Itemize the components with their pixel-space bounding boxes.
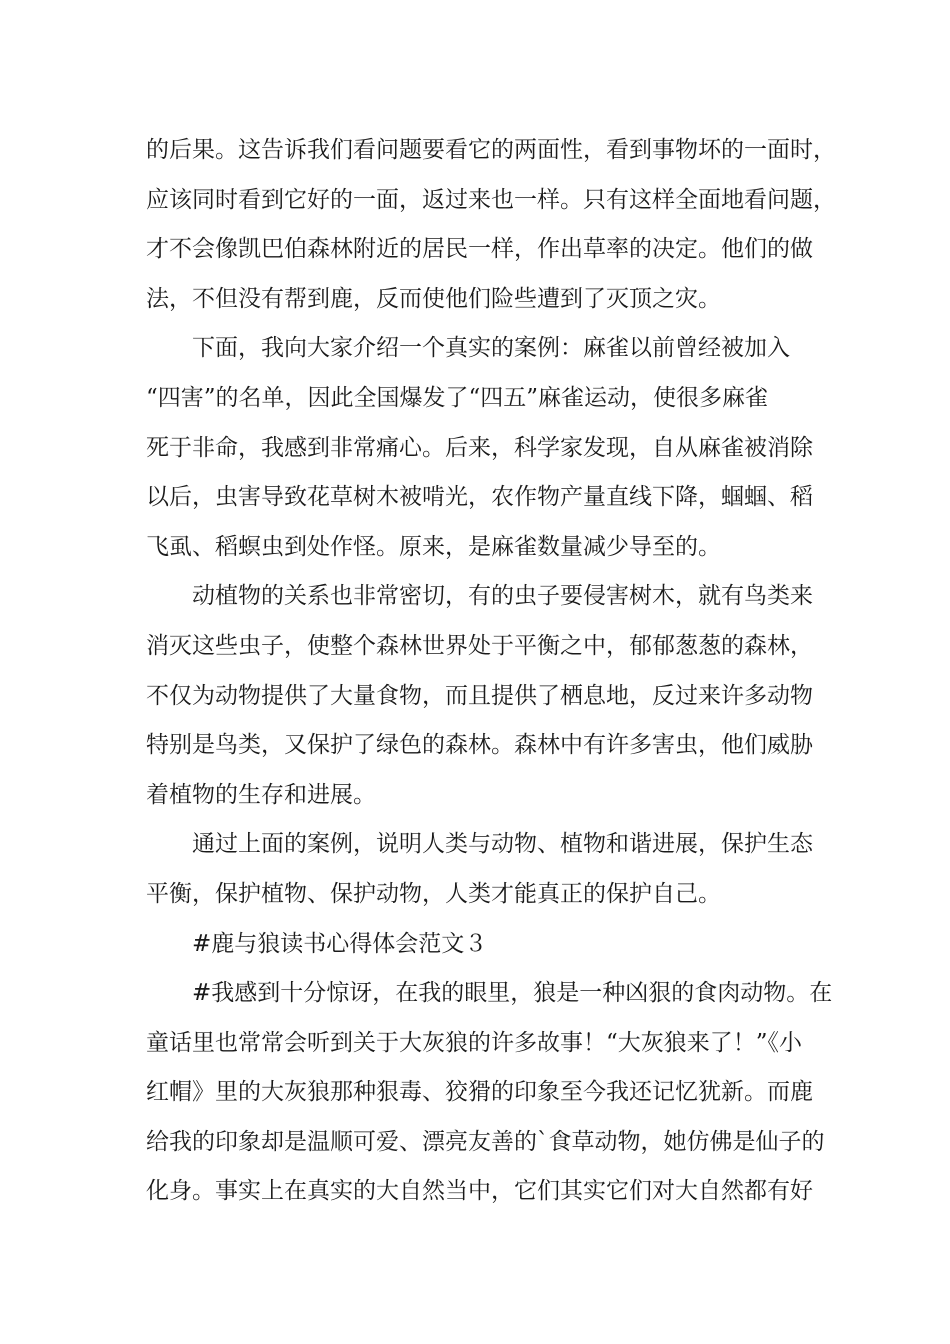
text-line: 着植物的生存和进展。: [146, 781, 376, 808]
document-body: [146, 126, 836, 1217]
text-line: “四害”的名单，因此全国爆发了“四五”麻雀运动，使很多麻雀: [146, 384, 769, 411]
paragraph-consequence: [146, 126, 836, 324]
text-line: 给我的印象却是温顺可爱、漂亮友善的`食草动物，她仿佛是仙子的: [146, 1128, 825, 1155]
text-line: 童话里也常常会听到关于大灰狼的许多故事！“大灰狼来了！”《小: [146, 1029, 803, 1056]
text-line: 以后，虫害导致花草树木被啃光，农作物产量直线下降，蝈蝈、稻: [146, 484, 813, 511]
text-line: 动植物的关系也非常密切，有的虫子要侵害树木，就有鸟类来: [192, 583, 813, 610]
text-line: 应该同时看到它好的一面，返过来也一样。只有这样全面地看问题，: [146, 186, 836, 213]
text-line: 化身。事实上在真实的大自然当中，它们其实它们对大自然都有好: [146, 1178, 813, 1205]
text-line: #我感到十分惊讶，在我的眼里，狼是一种凶狠的食肉动物。在: [192, 980, 833, 1007]
text-line: 不仅为动物提供了大量食物，而且提供了栖息地，反过来许多动物: [146, 682, 813, 709]
heading-line: #鹿与狼读书心得体会范文３: [192, 930, 488, 957]
text-line: 通过上面的案例，说明人类与动物、植物和谐进展，保护生态: [192, 831, 813, 858]
section-heading: [146, 920, 816, 970]
text-line: 飞虱、稻螟虫到处作怪。原来，是麻雀数量减少导至的。: [146, 533, 721, 560]
text-line: 死于非命，我感到非常痛心。后来，科学家发现，自从麻雀被消除: [146, 434, 813, 461]
text-line: 下面，我向大家介绍一个真实的案例：麻雀以前曾经被加入: [192, 335, 790, 362]
paragraph-plants-animals: [146, 572, 816, 820]
text-line: 才不会像凯巴伯森林附近的居民一样，作出草率的决定。他们的做: [146, 236, 813, 263]
paragraph-conclusion: [146, 820, 816, 919]
text-line: 的后果。这告诉我们看问题要看它的两面性，看到事物坏的一面时，: [146, 137, 836, 163]
text-line: 消灭这些虫子，使整个森林世界处于平衡之中，郁郁葱葱的森林，: [146, 632, 813, 659]
text-line: 红帽》里的大灰狼那种狠毒、狡猾的印象至今我还记忆犹新。而鹿: [146, 1079, 813, 1106]
paragraph-wolf-deer: [146, 969, 833, 1217]
paragraph-sparrow-case: [146, 324, 816, 572]
text-line: 法，不但没有帮到鹿，反而使他们险些遭到了灭顶之灾。: [146, 285, 721, 312]
text-line: 平衡，保护植物、保护动物，人类才能真正的保护自己。: [146, 880, 721, 907]
text-line: 特别是鸟类，又保护了绿色的森林。森林中有许多害虫，他们威胁: [146, 732, 813, 759]
